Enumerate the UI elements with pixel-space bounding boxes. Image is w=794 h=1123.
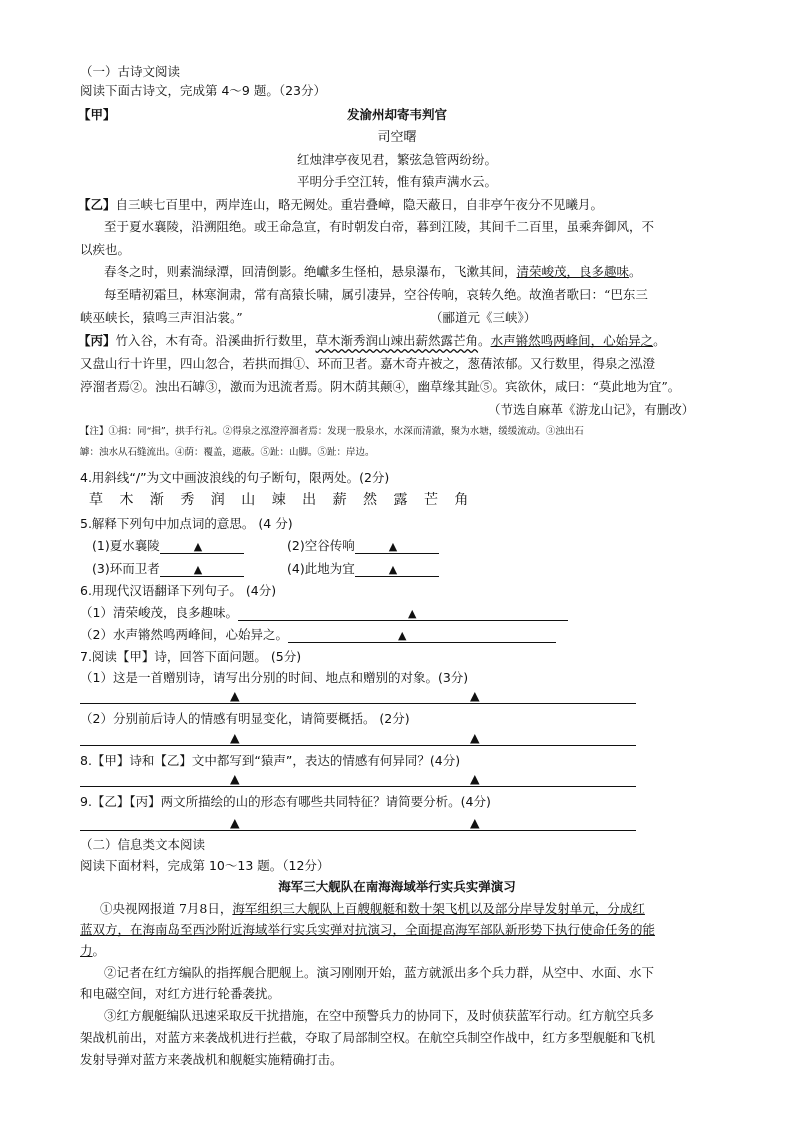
text-tag-bing: 【丙】 xyxy=(78,333,116,348)
section-instruction: 阅读下面古诗文，完成第 4～9 题。（23分） xyxy=(80,83,327,98)
q5-item xyxy=(287,561,439,577)
answer-marker-icon: ▲ xyxy=(193,540,203,553)
answer-marker-icon: ▲ xyxy=(388,563,398,576)
q5-item xyxy=(287,538,439,554)
section-heading: （一）古诗文阅读 xyxy=(80,64,181,79)
answer-blank[interactable] xyxy=(238,606,568,621)
poem-title: 发渝州却寄韦判官 xyxy=(346,107,447,122)
text-tag-jia: 【甲】 xyxy=(78,107,116,122)
answer-marker-icon: ▲ xyxy=(397,629,407,642)
q6-item xyxy=(80,605,568,621)
paragraph-line xyxy=(78,197,603,213)
question-4: 4.用斜线“/”为文中画波浪线的句子断句，限两处。(2分) xyxy=(80,470,390,485)
q5-item-label: (3)环而卫者 xyxy=(92,561,160,576)
underlined-sentence: 水声锵然鸣两峰间，心始异之 xyxy=(490,333,654,348)
paragraph-text: 。 xyxy=(478,333,491,348)
answer-blank[interactable] xyxy=(160,539,244,554)
paragraph-text: 春冬之时，则素湍绿潭，回清倒影。绝巘多生怪柏，悬泉瀑布，飞漱其间， xyxy=(104,264,517,279)
question-6: 6.用现代汉语翻译下列句子。 (4分) xyxy=(80,583,277,598)
source-citation: （节选自麻革《游龙山记》，有删改） xyxy=(488,402,695,417)
paragraph-line: ③红方舰艇编队迅速采取反干扰措施，在空中预警兵力的协同下，及时侦获蓝军行动。红方航空兵多 xyxy=(104,1008,655,1023)
poem-line: 红烛津亭夜见君，繁弦急管两纷纷。 xyxy=(296,152,497,167)
paragraph-text: ①央视网报道 7月8日， xyxy=(100,901,233,916)
q6-item-label: （2）水声锵然鸣两峰间，心始异之。 xyxy=(80,627,288,642)
answer-blank[interactable] xyxy=(160,562,244,577)
wavy-underlined-sentence: 草木渐秀润山竦出薪然露芒角 xyxy=(315,333,479,348)
paragraph-text: 。 xyxy=(629,264,642,279)
q5-item-label: (1)夏水襄陵 xyxy=(92,538,160,553)
paragraph-line: 至于夏水襄陵，沿溯阻绝。或王命急宣，有时朝发白帝，暮到江陵，其间千二百里，虽乘奔御风，不 xyxy=(104,219,655,234)
q6-item xyxy=(80,627,556,643)
paragraph-text: 。 xyxy=(92,943,106,958)
q5-item xyxy=(92,561,244,577)
paragraph-line: 发射导弹对蓝方来袭战机和舰艇实施精确打击。 xyxy=(80,1052,343,1067)
paragraph-text: 自三峡七百里中，两岸连山，略无阙处。重岩叠嶂，隐天蔽日，自非亭午夜分不见曦月。 xyxy=(115,197,604,212)
answer-marker-icon: ▲ xyxy=(230,771,240,786)
answer-blank[interactable] xyxy=(355,562,439,577)
paragraph-line xyxy=(104,264,642,280)
answer-marker-icon: ▲ xyxy=(230,688,240,703)
paragraph-text: 。 xyxy=(653,333,666,348)
q7-item: （2）分别前后诗人的情感有明显变化，请简要概括。 (2分) xyxy=(80,711,410,726)
source-citation: （郦道元《三峡》） xyxy=(430,310,537,325)
paragraph-line: ②记者在红方编队的指挥舰合肥舰上。演习刚刚开始，蓝方就派出多个兵力群，从空中、水面、水下 xyxy=(104,965,655,980)
annotation-note: 罅：浊水从石缝流出。④荫：覆盖，遮蔽。⑤趾：山脚。⑤趾：岸边。 xyxy=(80,447,375,458)
question-9: 9.【乙】【丙】两文所描绘的山的形态有哪些共同特征？请简要分析。(4分) xyxy=(80,794,491,809)
answer-marker-icon: ▲ xyxy=(388,540,398,553)
answer-line[interactable] xyxy=(80,745,636,746)
paragraph-line: 和电磁空间，对红方进行轮番袭扰。 xyxy=(80,986,281,1001)
answer-marker-icon: ▲ xyxy=(470,688,480,703)
annotation-note: 【注】①揖：同“揖”，拱手行礼。②得泉之泓澄渟溜者焉：发现一股泉水，水深而清澈，聚为水塘，缓缓流动。③浊出石 xyxy=(80,426,584,437)
sentence-to-punctuate[interactable]: 草 木 渐 秀 润 山 竦 出 薪 然 露 芒 角 xyxy=(89,492,475,508)
paragraph-line: 以疾也。 xyxy=(80,242,131,257)
answer-line[interactable] xyxy=(80,703,636,704)
answer-marker-icon: ▲ xyxy=(230,730,240,745)
q7-item: （1）这是一首赠别诗，请写出分别的时间、地点和赠别的对象。(3分) xyxy=(80,670,469,685)
paragraph-line xyxy=(78,333,666,349)
underlined-sentence: 蓝双方，在海南岛至西沙附近海域举行实兵实弹对抗演习，全面提高海军部队新形势下执行使命任务的能 xyxy=(80,922,656,937)
paragraph-line: 每至晴初霜旦，林寒涧肃，常有高猿长啸，属引凄异，空谷传响，哀转久绝。故渔者歌曰：“巴东三 xyxy=(104,287,648,302)
answer-line[interactable] xyxy=(80,786,636,787)
section-instruction: 阅读下面材料，完成第 10～13 题。（12分） xyxy=(80,858,330,873)
question-8: 8.【甲】诗和【乙】文中都写到“猿声”，表达的情感有何异同？(4分) xyxy=(80,753,461,768)
q5-item-label: (2)空谷传响 xyxy=(287,538,355,553)
answer-marker-icon: ▲ xyxy=(230,815,240,830)
question-7: 7.阅读【甲】诗，回答下面问题。 (5分) xyxy=(80,649,302,664)
answer-marker-icon: ▲ xyxy=(193,563,203,576)
underlined-sentence: 力 xyxy=(80,943,93,958)
answer-marker-icon: ▲ xyxy=(470,815,480,830)
underlined-sentence: 清荣峻茂，良多趣味 xyxy=(516,264,630,279)
paragraph-line: 峡巫峡长，猿鸣三声泪沾裳。” xyxy=(80,310,243,325)
answer-marker-icon: ▲ xyxy=(407,607,417,620)
text-tag-yi: 【乙】 xyxy=(78,197,116,212)
answer-blank[interactable] xyxy=(288,628,556,643)
paragraph-text: 竹入谷，木有奇。沿溪曲折行数里， xyxy=(115,333,316,348)
paragraph-line: 渟溜者焉②。浊出石罅③，激而为迅流者焉。阴木荫其颠④，幽草缘其趾⑤。宾欲休，咸曰：“莫此地为宜”。 xyxy=(80,379,681,394)
answer-marker-icon: ▲ xyxy=(470,771,480,786)
q5-item xyxy=(92,538,244,554)
answer-blank[interactable] xyxy=(355,539,439,554)
poem-line: 平明分手空江转，惟有猿声满水云。 xyxy=(296,174,497,189)
paragraph-line xyxy=(80,943,105,959)
question-5: 5.解释下列句中加点词的意思。 (4 分) xyxy=(80,516,293,531)
q5-item-label: (4)此地为宜 xyxy=(287,561,355,576)
section-heading: （二）信息类文本阅读 xyxy=(80,837,206,852)
paragraph-line xyxy=(80,922,655,938)
poem-author: 司空曙 xyxy=(377,130,417,145)
paragraph-line xyxy=(100,901,645,917)
paragraph-line: 架战机前出，对蓝方来袭战机进行拦截，夺取了局部制空权。在航空兵制空作战中，红方多型舰艇和飞机 xyxy=(80,1030,656,1045)
underlined-sentence: 海军组织三大舰队上百艘舰艇和数十架飞机以及部分岸导发射单元，分成红 xyxy=(232,901,645,916)
answer-line[interactable] xyxy=(80,830,636,831)
paragraph-line: 又盘山行十许里，四山忽合，若拱而揖①、环而卫者。嘉木奇卉被之，葱蒨浓郁。又行数里，得泉之泓澄 xyxy=(80,356,656,371)
answer-marker-icon: ▲ xyxy=(470,730,480,745)
q6-item-label: （1）清荣峻茂，良多趣味。 xyxy=(80,605,238,620)
article-title: 海军三大舰队在南海海域举行实兵实弹演习 xyxy=(278,879,516,894)
